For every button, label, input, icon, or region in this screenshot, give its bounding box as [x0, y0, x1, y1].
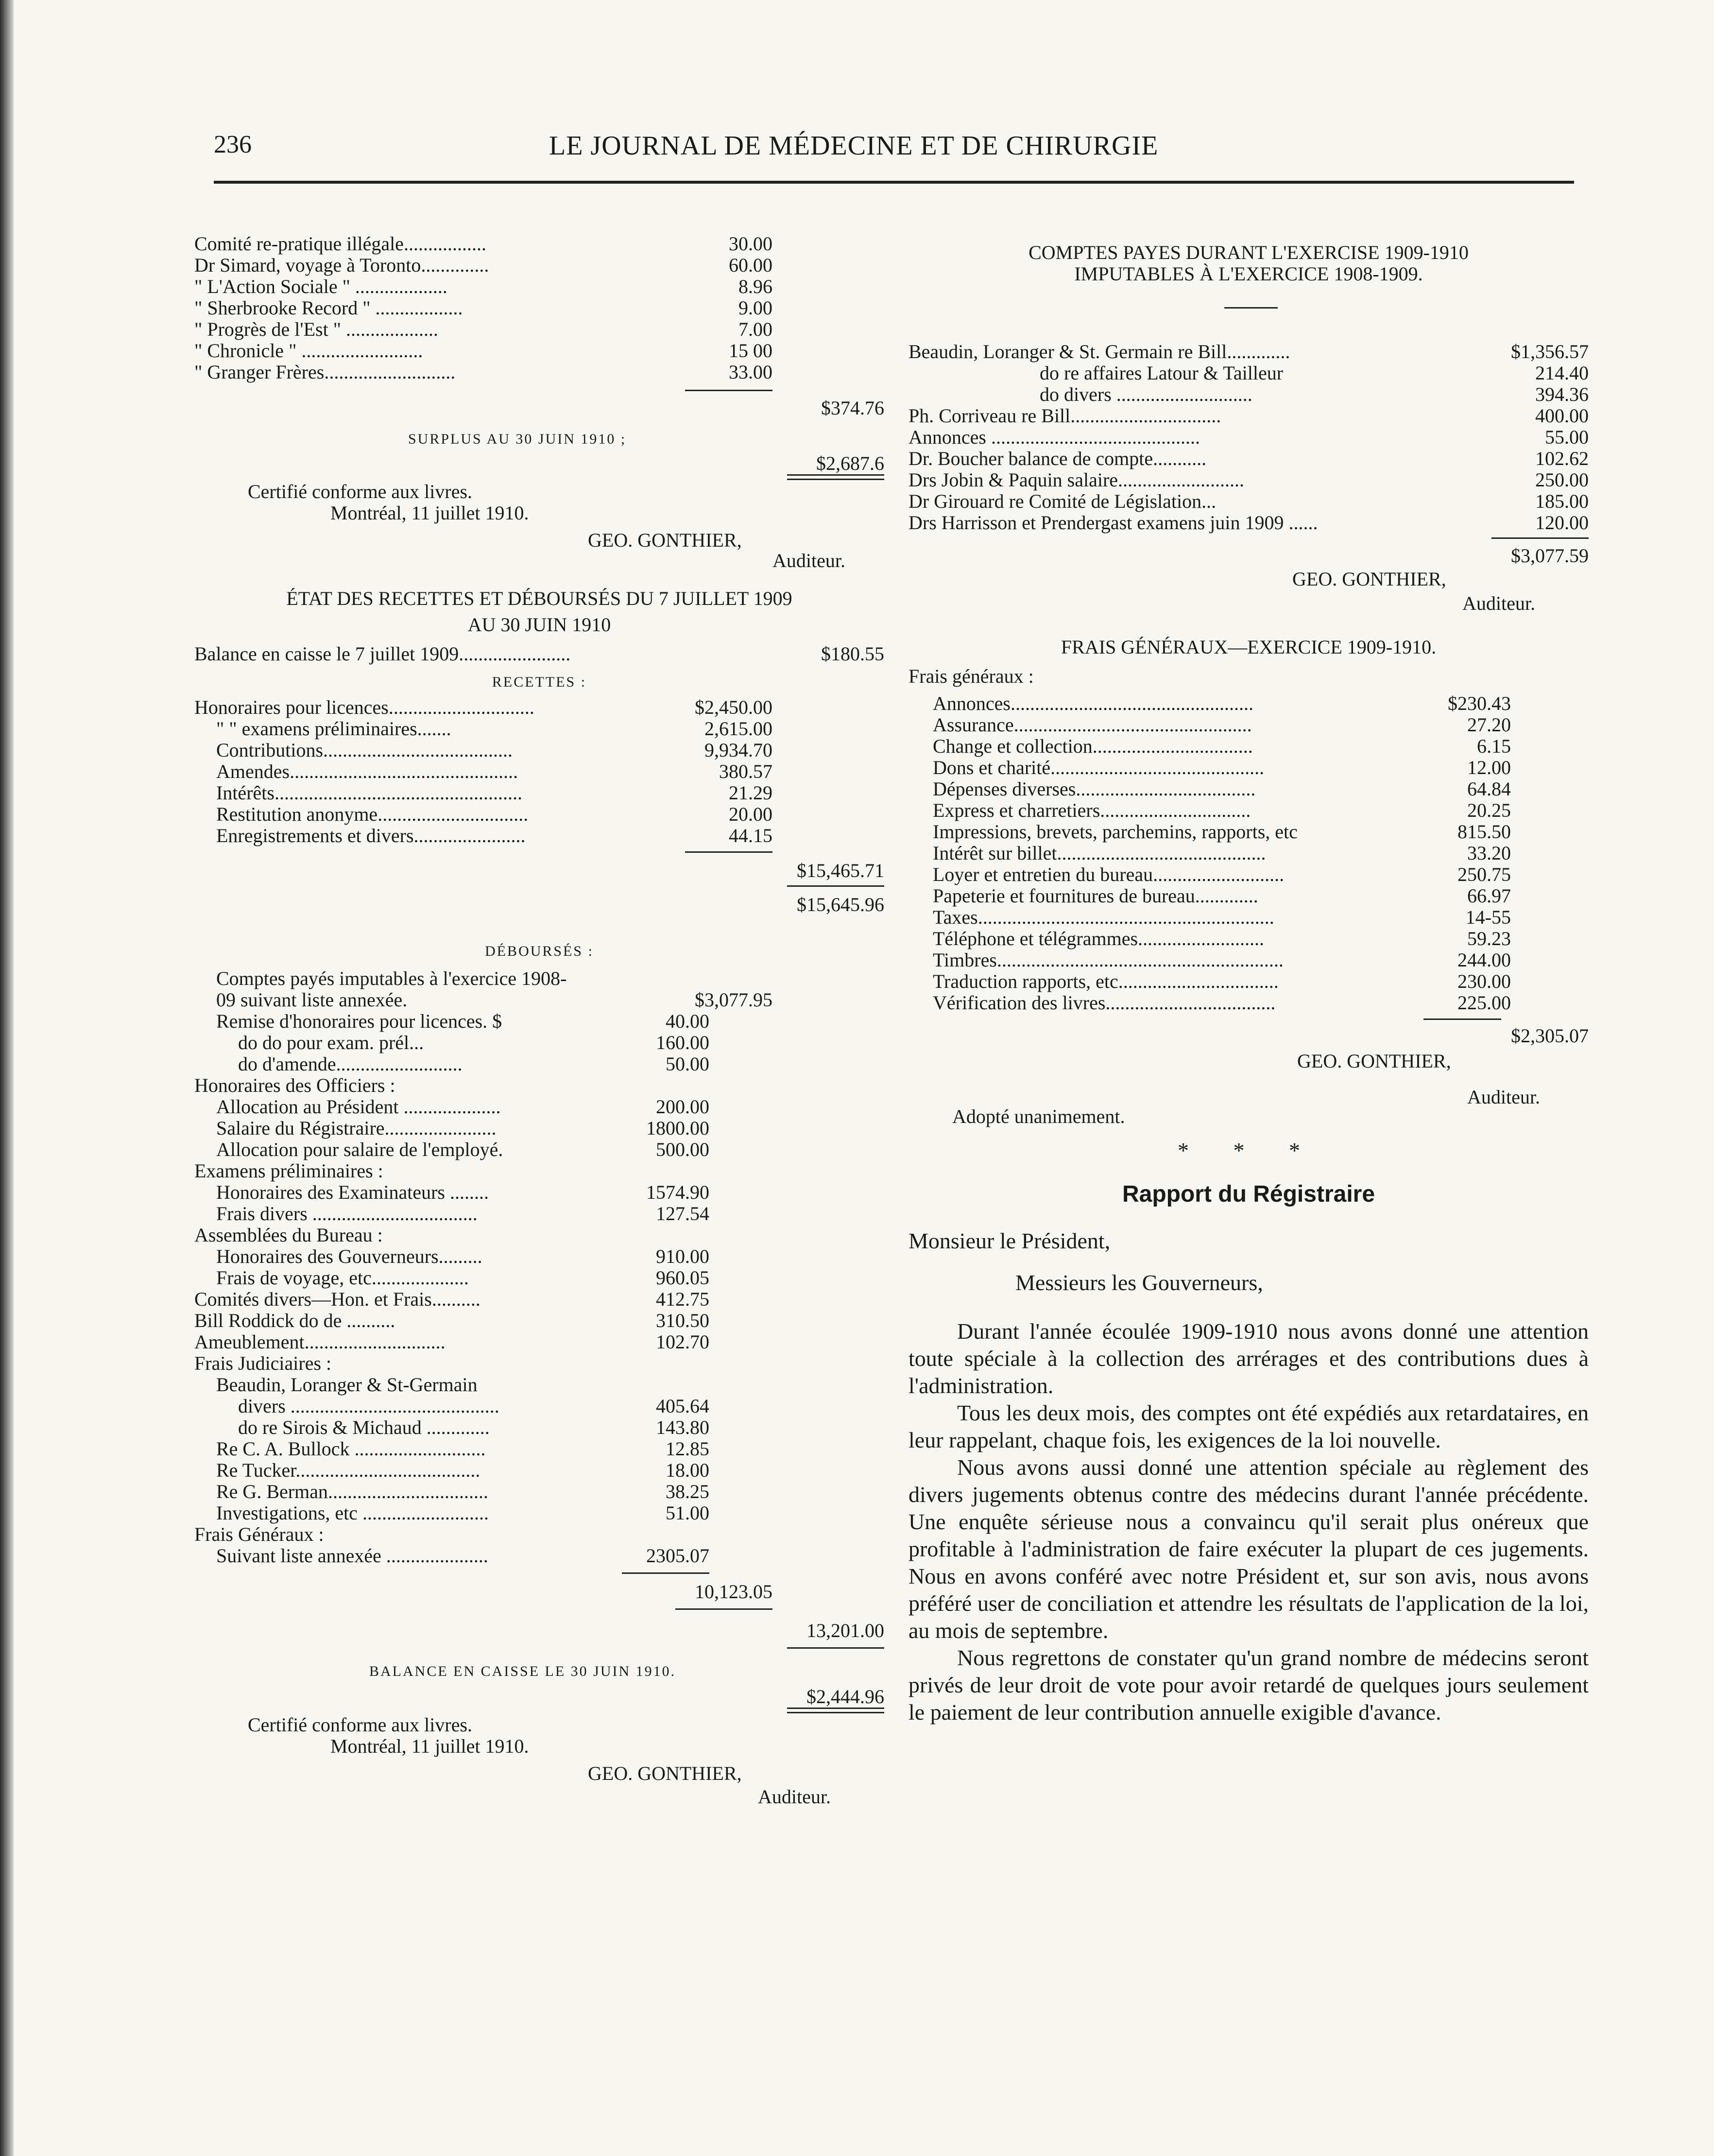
salutation-president: Monsieur le Président,	[908, 1228, 1111, 1253]
expense-row	[194, 340, 884, 362]
receipt-row-amount: 21.29	[729, 782, 772, 804]
general-expense-row-amount: 27.20	[1467, 714, 1511, 736]
expense-row-amount: 8.96	[738, 276, 772, 297]
disbursement-row-amount: 51.00	[666, 1502, 709, 1524]
page-number: 236	[214, 131, 252, 158]
expense-row-amount: 15 00	[729, 340, 772, 362]
disbursement-row-amount: 1574.90	[646, 1181, 709, 1203]
recettes-list	[194, 697, 884, 846]
general-expense-row-label: Assurance.................................................	[933, 714, 1252, 736]
account-row-amount: 394.36	[1535, 383, 1589, 405]
general-expense-row-label: Intérêt sur billet...........................................	[933, 843, 1266, 864]
disbursement-row	[194, 1331, 884, 1353]
receipt-row-amount: $2,450.00	[695, 696, 772, 718]
receipt-row	[194, 740, 884, 761]
disbursement-row	[194, 1075, 884, 1096]
account-row-amount: $1,356.57	[1511, 341, 1589, 362]
page-header	[214, 130, 1574, 169]
account-row-amount: 55.00	[1545, 426, 1589, 448]
debourses-total-rule	[675, 1608, 772, 1610]
disbursement-row	[194, 1011, 884, 1032]
account-row-label: Drs Harrisson et Prendergast examens juin 1909 ......	[908, 512, 1318, 534]
disbursement-row	[194, 1160, 884, 1182]
disbursement-row-amount: 412.75	[656, 1288, 709, 1310]
expense-row-amount: 60.00	[729, 254, 772, 276]
expense-row	[194, 255, 884, 276]
general-expense-row-amount: 33.20	[1467, 842, 1511, 864]
disbursement-row-label: do d'amende..........................	[238, 1053, 463, 1075]
disbursement-row	[194, 1374, 884, 1396]
comptes-title: COMPTES PAYES DURANT L'EXERCISE 1909-1910	[1028, 241, 1469, 263]
disbursement-row-label: Re G. Berman.................................	[216, 1481, 488, 1502]
disbursement-row-label: Suivant liste annexée .....................	[216, 1545, 488, 1567]
general-expense-row	[908, 821, 1589, 843]
general-expense-row-amount: 250.75	[1457, 863, 1511, 885]
general-expense-row-label: Impressions, brevets, parchemins, rapports, etc	[933, 821, 1298, 843]
account-row-label: do re affaires Latour & Tailleur	[1040, 362, 1284, 384]
disbursement-row	[194, 1032, 884, 1053]
receipt-row	[194, 825, 884, 846]
account-row-amount: 250.00	[1535, 469, 1589, 491]
disbursement-row-amount: 50.00	[666, 1053, 709, 1075]
account-row-label: Beaudin, Loranger & St. Germain re Bill.............	[908, 341, 1290, 362]
receipt-row-label: Honoraires pour licences..............................	[194, 697, 534, 718]
general-expense-row	[908, 714, 1589, 736]
surplus-label: SURPLUS AU 30 JUIN 1910 ;	[408, 431, 627, 447]
disbursement-row	[194, 1118, 884, 1139]
disbursement-row-amount: 2305.07	[646, 1545, 709, 1567]
auditor-signature-4: GEO. GONTHIER,	[1297, 1050, 1451, 1072]
disbursement-row	[194, 1096, 884, 1118]
account-row	[908, 427, 1589, 448]
account-row-amount: 214.40	[1535, 362, 1589, 384]
disbursement-row-amount: 160.00	[656, 1032, 709, 1053]
debourses-grand-rule	[787, 1647, 884, 1649]
general-expense-row-amount: 14-55	[1465, 906, 1511, 928]
disbursement-row	[194, 1139, 884, 1160]
grand-total: $15,645.96	[797, 894, 884, 915]
disbursement-row-label: Frais Généraux :	[194, 1524, 324, 1545]
disbursement-row-label: Re Tucker......................................	[216, 1460, 480, 1481]
disbursement-row-amount: 1800.00	[646, 1117, 709, 1139]
opening-balance-row	[194, 643, 884, 670]
disbursement-row-label: Allocation pour salaire de l'employé.	[216, 1139, 503, 1160]
frais-total: $2,305.07	[1511, 1025, 1589, 1047]
account-row-label: Ph. Corriveau re Bill...............................	[908, 405, 1221, 427]
debourses-grand: 13,201.00	[806, 1620, 884, 1641]
disbursement-row-label: Beaudin, Loranger & St-Germain	[216, 1374, 478, 1396]
disbursement-row-label: Frais divers ..................................	[216, 1203, 478, 1225]
debourses-total: 10,123.05	[695, 1581, 772, 1603]
disbursement-row-label: do re Sirois & Michaud .............	[238, 1417, 490, 1438]
account-row	[908, 448, 1589, 469]
disbursement-row	[194, 1225, 884, 1246]
receipt-row-label: " " examens préliminaires.......	[216, 718, 451, 740]
auditor-title-4: Auditeur.	[1467, 1086, 1540, 1108]
account-row-label: Drs Jobin & Paquin salaire..........................	[908, 469, 1245, 491]
surplus-amount: $2,687.6	[816, 452, 884, 474]
report-paragraph-1: Durant l'année écoulée 1909-1910 nous avons donné une attention toute spéciale à la collection des arrérages et des contributions dues à l'administration.	[908, 1319, 1589, 1398]
disbursement-row-amount: 143.80	[656, 1416, 709, 1438]
disbursement-row-label: 09 suivant liste annexée.	[216, 989, 408, 1011]
certification-date-2: Montréal, 11 juillet 1910.	[330, 1736, 529, 1757]
recettes-heading: RECETTES :	[492, 674, 587, 690]
disbursement-row-amount: 310.50	[656, 1310, 709, 1331]
disbursement-row-amount: 910.00	[656, 1245, 709, 1267]
comptes-subtitle: IMPUTABLES À L'EXERCICE 1908-1909.	[1074, 263, 1423, 285]
expense-row-label: " L'Action Sociale " ...................	[194, 276, 447, 297]
expense-row-amount: 33.00	[729, 361, 772, 383]
account-row	[908, 469, 1589, 491]
general-expense-row	[908, 800, 1589, 821]
general-expense-row	[908, 864, 1589, 885]
general-expense-row-label: Dons et charité............................................	[933, 757, 1265, 778]
disbursement-row	[194, 1203, 884, 1225]
account-row	[908, 384, 1589, 405]
account-row-amount: 102.62	[1535, 448, 1589, 469]
debourses-heading: DÉBOURSÉS :	[485, 943, 594, 959]
disbursement-row-amount: 405.64	[656, 1395, 709, 1417]
expense-list-top	[194, 233, 884, 383]
receipt-row-amount: 9,934.70	[704, 739, 772, 761]
expense-row	[194, 319, 884, 340]
expense-row-label: " Progrès de l'Est " ...................	[194, 319, 439, 340]
disbursement-row	[194, 1353, 884, 1374]
report-paragraph-2: Tous les deux mois, des comptes ont été expédiés aux retardataires, en leur rappelant, chaque fois, les exigences de la loi nouvelle.	[908, 1400, 1589, 1452]
header-rule	[214, 181, 1574, 184]
disbursement-row-label: Frais Judiciaires :	[194, 1353, 332, 1374]
receipt-row	[194, 782, 884, 804]
expense-row-label: " Granger Frères...........................	[194, 362, 456, 383]
disbursement-row	[194, 1289, 884, 1310]
account-row	[908, 512, 1589, 534]
auditor-title-2: Auditeur.	[758, 1786, 831, 1808]
expense-row	[194, 362, 884, 383]
receipt-row-label: Intérêts...................................................	[216, 782, 522, 804]
receipt-row-amount: 20.00	[729, 803, 772, 825]
opening-balance-label: Balance en caisse le 7 juillet 1909.......................	[194, 643, 571, 665]
account-row-label: Dr. Boucher balance de compte...........	[908, 448, 1207, 469]
account-row	[908, 491, 1589, 512]
frais-list	[908, 693, 1589, 1014]
certification-date: Montréal, 11 juillet 1910.	[330, 502, 529, 524]
adoption-note: Adopté unanimement.	[952, 1105, 1125, 1127]
receipt-row-label: Enregistrements et divers.......................	[216, 825, 526, 846]
general-expense-row-amount: 64.84	[1467, 778, 1511, 800]
frais-rule	[1423, 1018, 1501, 1020]
disbursement-row-amount: 960.05	[656, 1267, 709, 1289]
subtotal-amount: $374.76	[821, 397, 884, 419]
frais-intro: Frais généraux :	[908, 666, 1034, 687]
subtotal-row	[194, 397, 884, 419]
surplus-amount-row	[194, 453, 884, 474]
account-row-amount: 120.00	[1535, 512, 1589, 534]
general-expense-row	[908, 693, 1589, 714]
disbursement-row-label: Frais de voyage, etc....................	[216, 1267, 469, 1289]
frais-title: FRAIS GÉNÉRAUX—EXERCICE 1909-1910.	[1061, 636, 1437, 658]
general-expense-row-label: Dépenses diverses.....................................	[933, 778, 1256, 800]
surplus-row	[194, 419, 884, 453]
general-expense-row-label: Vérification des livres...................................	[933, 992, 1276, 1014]
general-expense-row	[908, 885, 1589, 907]
closing-double-rule	[787, 1708, 884, 1713]
disbursement-row-label: Honoraires des Gouverneurs.........	[216, 1246, 482, 1267]
disbursement-row-amount: 38.25	[666, 1481, 709, 1502]
receipt-row-amount: 44.15	[729, 825, 772, 846]
account-row	[908, 405, 1589, 427]
disbursement-row	[194, 989, 884, 1011]
disbursement-row	[194, 1246, 884, 1267]
debourses-rule	[622, 1572, 709, 1574]
left-column	[194, 233, 884, 1811]
account-row-amount: 400.00	[1535, 405, 1589, 427]
general-expense-row-label: Téléphone et télégrammes..........................	[933, 928, 1265, 949]
disbursement-row	[194, 1524, 884, 1545]
journal-title: LE JOURNAL DE MÉDECINE ET DE CHIRURGIE	[549, 131, 1159, 161]
receipt-row	[194, 697, 884, 718]
expense-row-label: Dr Simard, voyage à Toronto..............	[194, 255, 489, 276]
general-expense-row-amount: $230.43	[1448, 692, 1511, 714]
statement-title: ÉTAT DES RECETTES ET DÉBOURSÉS DU 7 JUILLET 1909	[286, 587, 792, 609]
expense-row-amount: 7.00	[738, 318, 772, 340]
receipt-row-label: Amendes...............................................	[216, 761, 518, 782]
disbursement-row-amount: 102.70	[656, 1331, 709, 1353]
debourses-list	[194, 968, 884, 1567]
comptes-list	[908, 341, 1589, 534]
general-expense-row-label: Express et charretiers...............................	[933, 800, 1251, 821]
general-expense-row-label: Change et collection.................................	[933, 736, 1253, 757]
account-row-label: Dr Girouard re Comité de Législation...	[908, 491, 1217, 512]
general-expense-row	[908, 971, 1589, 992]
subtotal-rule	[685, 390, 772, 391]
disbursement-row-label: do do pour exam. prél...	[238, 1032, 424, 1053]
closing-balance-amount: $2,444.96	[806, 1686, 884, 1708]
expense-row-label: Comité re-pratique illégale.................	[194, 233, 486, 255]
receipt-row-label: Contributions.......................................	[216, 740, 513, 761]
disbursement-row	[194, 1267, 884, 1289]
expense-row-label: " Chronicle " .........................	[194, 340, 423, 362]
recettes-total: $15,465.71	[797, 860, 884, 881]
disbursement-row-label: Assemblées du Bureau :	[194, 1225, 383, 1246]
disbursement-row	[194, 1396, 884, 1417]
disbursement-row	[194, 1438, 884, 1460]
disbursement-row	[194, 1053, 884, 1075]
general-expense-row-amount: 815.50	[1457, 821, 1511, 843]
auditor-signature: GEO. GONTHIER,	[588, 529, 742, 551]
disbursement-row-amount: 200.00	[656, 1096, 709, 1118]
receipt-row	[194, 761, 884, 782]
expense-row	[194, 276, 884, 297]
general-expense-row-label: Taxes.............................................................	[933, 907, 1274, 928]
disbursement-row-amount-carried: $3,077.95	[695, 989, 772, 1011]
general-expense-row-label: Traduction rapports, etc.................................	[933, 971, 1279, 992]
disbursement-row-label: Investigations, etc ..........................	[216, 1502, 489, 1524]
general-expense-row	[908, 928, 1589, 949]
account-row-amount: 185.00	[1535, 490, 1589, 512]
disbursement-row-label: Remise d'honoraires pour licences. $	[216, 1011, 502, 1032]
disbursement-row-label: Honoraires des Examinateurs ........	[216, 1182, 489, 1203]
auditor-title: Auditeur.	[772, 550, 845, 571]
receipt-row-label: Restitution anonyme...............................	[216, 804, 529, 825]
general-expense-row-amount: 230.00	[1457, 970, 1511, 992]
scan-edge-shadow	[0, 0, 14, 2156]
comptes-rule	[1491, 537, 1589, 539]
disbursement-row	[194, 1502, 884, 1524]
disbursement-row-amount: 18.00	[666, 1459, 709, 1481]
report-paragraph-3: Nous avons aussi donné une attention spéciale au règlement des divers jugements obtenus contre des médecins durant l'année précédente. Une enquête sérieuse nous a convaincu qu'il serait plus onéreux que profitable à l'administration de faire exécuter la plupart de ces jugements. Nous en avons conféré avec notre Président et, sur son avis, nous avons préféré user de conciliation et attendre les résultats de l'application de la loi, au mois de septembre.	[908, 1455, 1589, 1643]
report-title: Rapport du Régistraire	[1122, 1181, 1375, 1207]
disbursement-row-amount: 12.85	[666, 1438, 709, 1460]
disbursement-row	[194, 1182, 884, 1203]
statement-subtitle: AU 30 JUIN 1910	[467, 614, 611, 636]
disbursement-row-amount: 127.54	[656, 1203, 709, 1225]
disbursement-row	[194, 1481, 884, 1502]
general-expense-row	[908, 757, 1589, 778]
general-expense-row-amount: 244.00	[1457, 949, 1511, 971]
disbursement-row	[194, 968, 884, 989]
general-expense-row	[908, 992, 1589, 1014]
section-stars: * * *	[1178, 1138, 1320, 1163]
double-rule	[787, 474, 884, 480]
certification-line: Certifié conforme aux livres.	[248, 481, 473, 502]
salutation-governors: Messieurs les Gouverneurs,	[1015, 1270, 1263, 1295]
general-expense-row-amount: 59.23	[1467, 928, 1511, 949]
comptes-separator	[1224, 307, 1278, 309]
comptes-total: $3,077.59	[1511, 545, 1589, 567]
report-paragraph-4: Nous regrettons de constater qu'un grand nombre de médecins seront privés de leur droit de vote pour avoir retardé de quelques jours seulement le paiement de leur contribution annuelle exigible d'avance.	[908, 1645, 1589, 1725]
general-expense-row	[908, 736, 1589, 757]
account-row-label: do divers ............................	[1040, 384, 1252, 405]
certification-line-2: Certifié conforme aux livres.	[248, 1714, 473, 1736]
general-expense-row-label: Papeterie et fournitures de bureau.............	[933, 885, 1258, 907]
general-expense-row-amount: 6.15	[1477, 735, 1511, 757]
disbursement-row	[194, 1545, 884, 1567]
expense-row	[194, 233, 884, 255]
general-expense-row-amount: 20.25	[1467, 799, 1511, 821]
expense-row-amount: 30.00	[729, 233, 772, 255]
disbursement-row-amount: 40.00	[666, 1010, 709, 1032]
recettes-total-rule	[787, 885, 884, 887]
recettes-rule	[685, 851, 772, 853]
receipt-row	[194, 718, 884, 740]
disbursement-row-label: divers ...........................................	[238, 1396, 499, 1417]
account-row-label: Annonces ...........................................	[908, 427, 1200, 448]
auditor-signature-3: GEO. GONTHIER,	[1292, 568, 1446, 590]
receipt-row-amount: 380.57	[719, 760, 772, 782]
disbursement-row-label: Bill Roddick do de ..........	[194, 1310, 395, 1331]
general-expense-row	[908, 843, 1589, 864]
disbursement-row-amount: 500.00	[656, 1138, 709, 1160]
receipt-row	[194, 804, 884, 825]
general-expense-row-amount: 12.00	[1467, 757, 1511, 778]
disbursement-row-label: Allocation au Président ....................	[216, 1096, 501, 1118]
closing-balance-label: BALANCE EN CAISSE LE 30 JUIN 1910.	[369, 1663, 676, 1679]
general-expense-row-label: Annonces..................................................	[933, 693, 1253, 714]
disbursement-row-label: Examens préliminaires :	[194, 1160, 383, 1182]
account-row	[908, 362, 1589, 384]
general-expense-row	[908, 907, 1589, 928]
auditor-title-3: Auditeur.	[1462, 592, 1535, 614]
general-expense-row-amount: 66.97	[1467, 885, 1511, 907]
disbursement-row-label: Honoraires des Officiers :	[194, 1075, 395, 1096]
disbursement-row	[194, 1310, 884, 1331]
receipt-row-amount: 2,615.00	[704, 718, 772, 740]
general-expense-row-label: Timbres...........................................................	[933, 949, 1284, 971]
account-row	[908, 341, 1589, 362]
disbursement-row	[194, 1417, 884, 1438]
disbursement-row	[194, 1460, 884, 1481]
right-column	[908, 233, 1589, 1726]
expense-row	[194, 297, 884, 319]
auditor-signature-2: GEO. GONTHIER,	[588, 1762, 742, 1784]
expense-row-amount: 9.00	[738, 297, 772, 319]
disbursement-row-label: Ameublement.............................	[194, 1331, 446, 1353]
opening-balance-amount: $180.55	[821, 643, 884, 665]
disbursement-row-label: Comités divers—Hon. et Frais..........	[194, 1289, 480, 1310]
general-expense-row	[908, 949, 1589, 971]
general-expense-row-label: Loyer et entretien du bureau...........................	[933, 864, 1285, 885]
disbursement-row-label: Re C. A. Bullock ...........................	[216, 1438, 486, 1460]
disbursement-row-label: Salaire du Régistraire.......................	[216, 1118, 497, 1139]
expense-row-label: " Sherbrooke Record " ..................	[194, 297, 463, 319]
general-expense-row	[908, 778, 1589, 800]
general-expense-row-amount: 225.00	[1457, 992, 1511, 1014]
disbursement-row-label: Comptes payés imputables à l'exercice 1908-	[216, 968, 567, 989]
